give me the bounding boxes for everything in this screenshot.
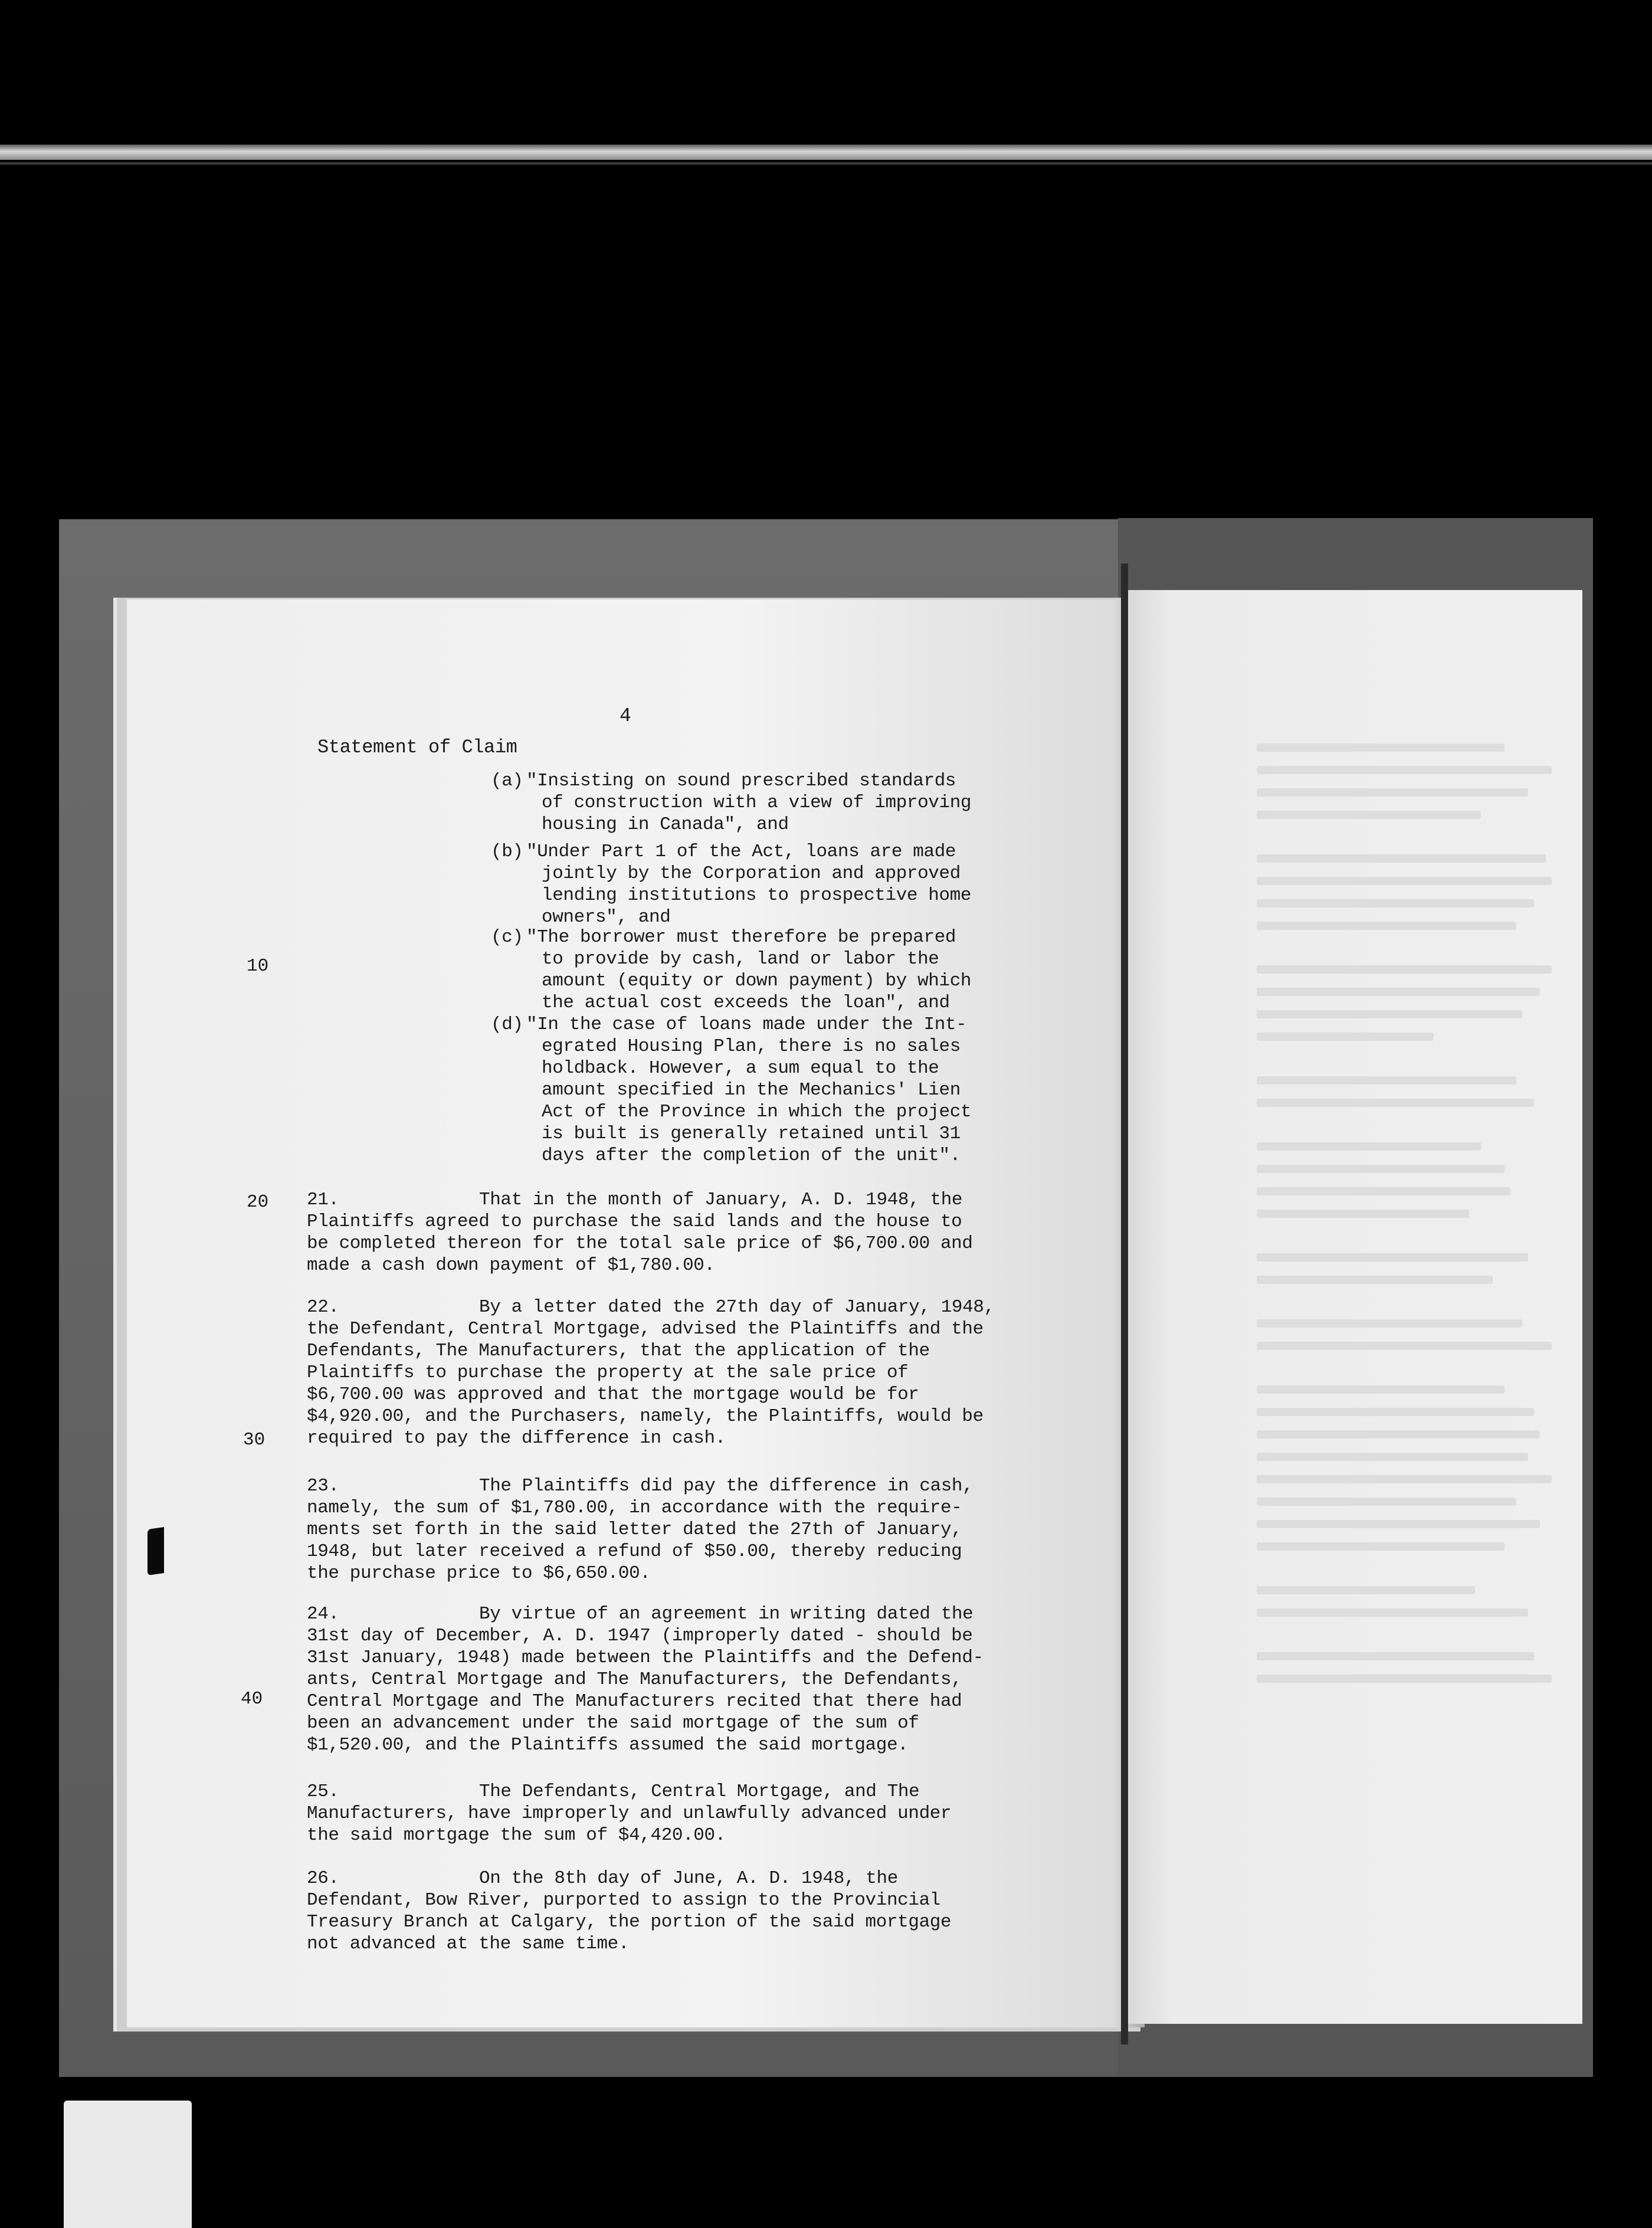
margin-line-number: 20	[247, 1192, 269, 1213]
item-line: jointly by the Corporation and approved	[542, 863, 961, 884]
paragraph-number: 25.	[307, 1781, 339, 1802]
paragraph-line: made a cash down payment of $1,780.00.	[307, 1255, 715, 1276]
paragraph-number: 22.	[307, 1297, 339, 1318]
page-number: 4	[620, 705, 631, 727]
paragraph-line: the Defendant, Central Mortgage, advised the Plaintiffs and the	[307, 1319, 984, 1339]
paragraph	[307, 1296, 1038, 1449]
paragraph-line: namely, the sum of $1,780.00, in accordance with the require-	[307, 1498, 962, 1518]
item-label: (a)	[491, 771, 523, 791]
binding-gutter	[1121, 563, 1128, 2044]
item-line: Act of the Province in which the project	[542, 1102, 972, 1122]
item-line: "In the case of loans made under the Int-	[526, 1014, 967, 1035]
paragraph-line: 31st January, 1948) made between the Plaintiffs and the Defend-	[307, 1647, 984, 1668]
paragraph	[307, 1475, 1038, 1584]
index-card	[64, 2101, 192, 2228]
paragraph-line: Central Mortgage and The Manufacturers recited that there had	[307, 1691, 962, 1712]
paragraph	[307, 1781, 1038, 1846]
item-line: owners", and	[542, 907, 671, 928]
paragraph-number: 26.	[307, 1868, 339, 1889]
paragraph-line: Manufacturers, have improperly and unlawfully advanced under	[307, 1803, 952, 1824]
margin-line-number: 10	[247, 956, 269, 977]
paragraph-line: Plaintiffs agreed to purchase the said lands and the house to	[307, 1211, 962, 1232]
paragraph-line: the purchase price to $6,650.00.	[307, 1563, 651, 1584]
item-line: lending institutions to prospective home	[542, 885, 972, 906]
paragraph-line: On the 8th day of June, A. D. 1948, the	[479, 1868, 898, 1889]
item-line: egrated Housing Plan, there is no sales	[542, 1036, 961, 1057]
paragraph-line: By a letter dated the 27th day of January, 1948,	[479, 1297, 995, 1318]
paragraph-line: By virtue of an agreement in writing dated the	[479, 1604, 974, 1624]
item-line: days after the completion of the unit".	[542, 1145, 961, 1166]
paragraph-line: That in the month of January, A. D. 1948, the	[479, 1190, 963, 1210]
margin-line-number: 40	[241, 1689, 263, 1709]
margin-line-number: 30	[243, 1430, 266, 1450]
quoted-item	[491, 1014, 1022, 1167]
item-line: "Under Part 1 of the Act, loans are made	[526, 841, 956, 862]
paragraph-line: the said mortgage the sum of $4,420.00.	[307, 1825, 726, 1846]
paragraph-line: The Plaintiffs did pay the difference in cash,	[479, 1476, 974, 1496]
paragraph-line: required to pay the difference in cash.	[307, 1428, 726, 1449]
paragraph-number: 21.	[307, 1190, 339, 1210]
paragraph-line: ments set forth in the said letter dated the 27th of January,	[307, 1519, 962, 1540]
item-line: housing in Canada", and	[542, 814, 789, 835]
item-label: (c)	[491, 927, 523, 948]
item-line: holdback. However, a sum equal to the	[542, 1058, 939, 1079]
paragraph-line: The Defendants, Central Mortgage, and The	[479, 1781, 920, 1802]
item-line: is built is generally retained until 31	[542, 1123, 961, 1144]
paragraph-line: 1948, but later received a refund of $50.00, thereby reducing	[307, 1541, 962, 1562]
quoted-item	[491, 841, 1022, 928]
item-label: (d)	[491, 1014, 523, 1035]
paragraph	[307, 1189, 1038, 1276]
paragraph-line: Defendant, Bow River, purported to assign to the Provincial	[307, 1890, 940, 1911]
paragraph-line: Defendants, The Manufacturers, that the application of the	[307, 1341, 930, 1361]
film-edge-line	[0, 162, 1652, 165]
bleed-through-text	[1257, 743, 1564, 1697]
item-line: amount (equity or down payment) by which	[542, 971, 972, 991]
item-line: "Insisting on sound prescribed standards	[526, 771, 956, 791]
paragraph-line: Treasury Branch at Calgary, the portion of the said mortgage	[307, 1912, 952, 1932]
paragraph-line: $4,920.00, and the Purchasers, namely, the Plaintiffs, would be	[307, 1406, 984, 1427]
film-edge-band	[0, 145, 1652, 160]
paragraph-number: 23.	[307, 1476, 339, 1496]
paragraph-line: not advanced at the same time.	[307, 1934, 630, 1954]
paragraph	[307, 1867, 1038, 1955]
paragraph-line: $6,700.00 was approved and that the mortgage would be for	[307, 1384, 919, 1405]
binder-clip	[148, 1527, 164, 1575]
item-line: of construction with a view of improving	[542, 792, 972, 813]
paragraph-line: ants, Central Mortgage and The Manufacturers, the Defendants,	[307, 1669, 962, 1690]
paragraph-number: 24.	[307, 1604, 339, 1624]
paragraph-line: be completed thereon for the total sale price of $6,700.00 and	[307, 1233, 973, 1254]
item-line: to provide by cash, land or labor the	[542, 949, 939, 969]
paragraph-line: 31st day of December, A. D. 1947 (improperly dated - should be	[307, 1626, 973, 1646]
paragraph-line: $1,520.00, and the Plaintiffs assumed the said mortgage.	[307, 1735, 909, 1755]
item-line: amount specified in the Mechanics' Lien	[542, 1080, 961, 1100]
item-line: the actual cost exceeds the loan", and	[542, 992, 950, 1013]
paragraph	[307, 1603, 1038, 1756]
quoted-item	[491, 770, 1022, 836]
paragraph-line: Plaintiffs to purchase the property at the sale price of	[307, 1362, 909, 1383]
item-label: (b)	[491, 841, 523, 862]
item-line: "The borrower must therefore be prepared	[526, 927, 956, 948]
document-heading: Statement of Claim	[317, 736, 517, 758]
paragraph-line: been an advancement under the said mortgage of the sum of	[307, 1713, 919, 1734]
quoted-item	[491, 926, 1022, 1014]
